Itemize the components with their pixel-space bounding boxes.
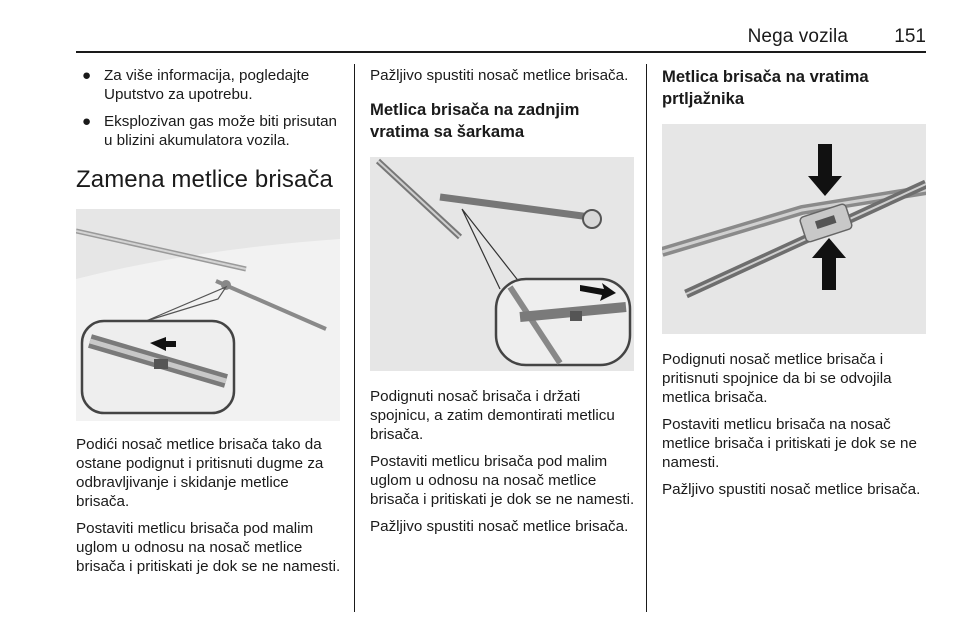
page-header <box>76 26 926 52</box>
paragraph: Pažljivo spustiti nosač metlice brisača. <box>662 481 921 498</box>
paragraph: Postaviti metlicu brisača na nosač metlice brisača i pritiskati je dok se ne namesti. <box>662 416 917 471</box>
paragraph: Podignuti nosač brisača i držati spojnicu, a zatim demontirati metlicu brisača. <box>370 388 615 443</box>
page-number: 151 <box>894 26 926 47</box>
header-divider <box>76 51 926 53</box>
paragraph: Podići nosač metlice brisača tako da ostane podignut i pritisnuti dugme za odbravljivanje i skidanje metlice brisača. <box>76 436 324 510</box>
column-divider-2 <box>646 64 647 612</box>
header-title: Nega vozila <box>747 26 848 47</box>
bullet-item <box>76 66 342 104</box>
bullet-text: Za više informacija, pogledajte Uputstvo za upotrebu. <box>104 67 310 103</box>
bullet-text: Eksplozivan gas može biti prisutan u blizini akumulatora vozila. <box>104 113 337 149</box>
column-1 <box>76 66 342 584</box>
column-2 <box>370 66 636 544</box>
paragraph: Pažljivo spustiti nosač metlice brisača. <box>370 67 629 84</box>
rear-door-wiper-illustration <box>370 157 634 371</box>
bullet-dot: ● <box>82 113 92 130</box>
paragraph: Pažljivo spustiti nosač metlice brisača. <box>370 518 629 535</box>
windshield-wiper-illustration <box>76 209 340 421</box>
tailgate-wiper-illustration <box>662 124 926 334</box>
bullet-dot: ● <box>82 67 92 84</box>
paragraph: Postaviti metlicu brisača pod malim uglom u odnosu na nosač metlice brisača i pritiskati je dok se ne namesti. <box>76 520 341 575</box>
subheading: Metlica brisača na zadnjim vratima sa šarkama <box>370 100 580 141</box>
bullet-item <box>76 112 342 150</box>
paragraph: Podignuti nosač metlice brisača i pritisnuti spojnice da bi se odvojila metlica brisača. <box>662 351 892 406</box>
column-divider-1 <box>354 64 355 612</box>
subheading: Metlica brisača na vratima prtljažnika <box>662 67 869 108</box>
paragraph: Postaviti metlicu brisača pod malim uglom u odnosu na nosač metlice brisača i pritiskati je dok se ne namesti. <box>370 453 635 508</box>
column-3 <box>662 66 930 507</box>
section-title: Zamena metlice brisača <box>76 166 333 193</box>
